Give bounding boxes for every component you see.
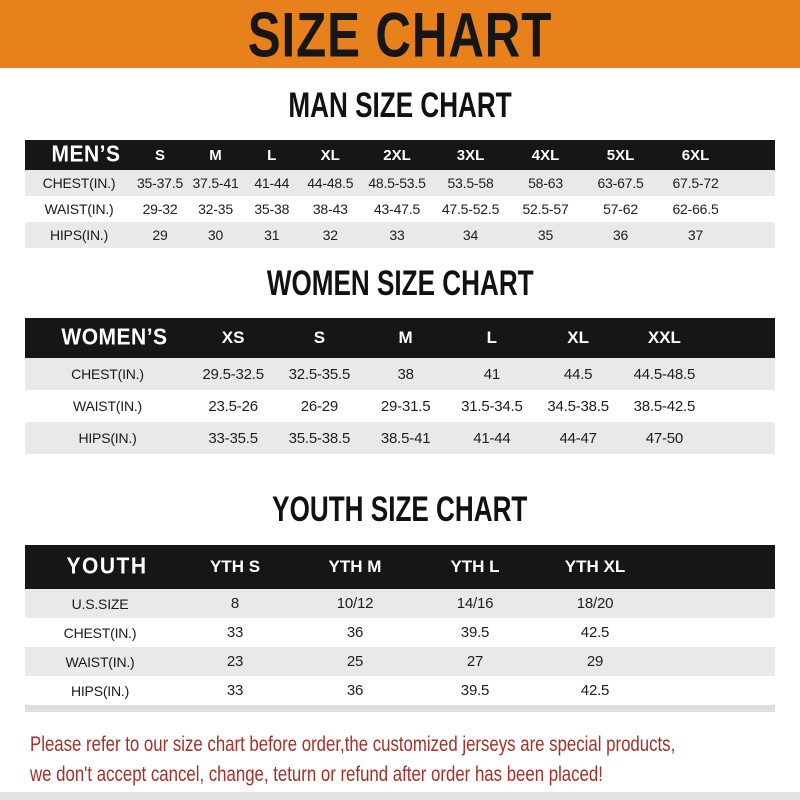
row-label: CHEST(IN.)	[71, 366, 144, 382]
size-cell: 42.5	[580, 624, 610, 641]
size-cell: 38.5-41	[380, 429, 431, 447]
spacer-cell	[708, 390, 776, 422]
youth-size-table	[25, 545, 775, 705]
size-cell: 47-50	[645, 429, 684, 447]
col-header: S	[154, 146, 165, 164]
women-size-chart-section	[0, 266, 800, 454]
table-row	[25, 618, 775, 647]
size-cell: 44-48.5	[307, 175, 354, 191]
size-cell: 39.5	[460, 682, 490, 699]
table-row	[25, 196, 775, 222]
col-header: 3XL	[456, 146, 485, 164]
spacer-cell	[655, 545, 775, 589]
size-cell: 37	[687, 227, 704, 243]
spacer-cell	[655, 676, 775, 705]
spacer-cell	[655, 647, 775, 676]
disclaimer	[30, 730, 800, 790]
col-header: 5XL	[606, 146, 635, 164]
col-header: YTH L	[450, 557, 500, 576]
col-header: S	[313, 328, 326, 347]
size-cell: 41-44	[254, 175, 290, 191]
size-cell: 33	[389, 227, 405, 243]
men-header-label-cell	[25, 140, 133, 170]
size-cell: 43-47.5	[373, 201, 421, 217]
col-header: M	[398, 328, 413, 347]
table-row	[25, 358, 775, 390]
col-header: 6XL	[681, 146, 710, 164]
size-cell: 35.5-38.5	[288, 429, 351, 447]
spacer-cell	[733, 222, 775, 248]
size-cell: 53.5-58	[447, 175, 494, 191]
size-cell: 29-32	[142, 201, 178, 217]
table-row	[25, 222, 775, 248]
size-cell: 62-66.5	[672, 201, 719, 217]
men-header-row	[25, 140, 775, 170]
table-row	[25, 170, 775, 196]
size-cell: 47.5-52.5	[441, 201, 500, 217]
table-row	[25, 390, 775, 422]
size-cell: 32	[322, 227, 338, 243]
size-cell: 18/20	[576, 595, 614, 612]
spacer-cell	[655, 589, 775, 618]
size-cell: 44.5	[563, 365, 593, 383]
size-cell: 38-43	[312, 201, 348, 217]
disclaimer-line-1: Please refer to our size chart before order,the customized jerseys are special products,	[30, 733, 676, 756]
size-cell: 34	[462, 227, 479, 243]
size-cell: 29	[152, 227, 168, 243]
size-cell: 35-38	[254, 201, 290, 217]
women-header-label-cell	[25, 318, 190, 358]
spacer-cell	[708, 358, 776, 390]
size-cell: 33	[226, 624, 244, 641]
size-cell: 33	[226, 682, 244, 699]
women-section-title	[0, 266, 800, 302]
row-label: U.S.SIZE	[71, 595, 129, 612]
youth-size-chart-section	[0, 492, 800, 712]
women-header-label: WOMEN’S	[61, 325, 168, 350]
size-cell: 32.5-35.5	[288, 365, 351, 383]
men-size-table	[25, 140, 775, 248]
size-cell: 23.5-26	[208, 397, 258, 415]
table-bottom-divider	[25, 705, 775, 712]
size-cell: 29.5-32.5	[202, 365, 264, 383]
col-header: YTH M	[328, 557, 382, 576]
size-cell: 36	[346, 682, 364, 699]
size-cell: 35	[537, 227, 554, 243]
men-header-label: MEN’S	[51, 142, 121, 167]
man-size-chart-section	[0, 88, 800, 248]
col-header: XXL	[647, 328, 681, 347]
size-cell: 44.5-48.5	[633, 365, 696, 383]
size-cell: 10/12	[336, 595, 374, 612]
size-cell: 27	[466, 653, 484, 670]
table-row	[25, 647, 775, 676]
size-cell: 38	[397, 365, 414, 383]
women-header-row	[25, 318, 775, 358]
size-cell: 32-35	[198, 201, 233, 217]
size-cell: 30	[207, 227, 224, 243]
col-header: XL	[567, 328, 589, 347]
spacer-cell	[708, 422, 776, 454]
size-cell: 42.5	[580, 682, 610, 699]
spacer-cell	[733, 196, 775, 222]
spacer-cell	[733, 170, 775, 196]
man-section-title-text: MAN SIZE CHART	[288, 86, 512, 126]
spacer-cell	[733, 140, 775, 170]
banner	[0, 0, 800, 68]
size-cell: 37.5-41	[192, 175, 239, 191]
row-label: HIPS(IN.)	[49, 227, 109, 243]
row-label: HIPS(IN.)	[78, 430, 137, 446]
size-cell: 29-31.5	[380, 397, 431, 415]
col-header: XS	[221, 328, 245, 347]
banner-title: SIZE CHART	[247, 0, 553, 70]
size-cell: 63-67.5	[597, 175, 644, 191]
youth-header-label: YOUTH	[66, 554, 148, 579]
row-label: WAIST(IN.)	[44, 201, 114, 217]
size-cell: 23	[226, 653, 244, 670]
row-label: CHEST(IN.)	[42, 175, 116, 191]
size-cell: 31.5-34.5	[461, 397, 523, 415]
col-header: 4XL	[531, 146, 560, 164]
size-cell: 34.5-38.5	[547, 397, 609, 415]
col-header: YTH XL	[564, 557, 626, 576]
size-cell: 41-44	[473, 429, 511, 447]
spacer-cell	[708, 318, 776, 358]
size-cell: 41	[483, 365, 501, 383]
col-header: XL	[320, 146, 340, 164]
youth-section-title	[0, 492, 800, 528]
size-cell: 36	[346, 624, 364, 641]
row-label: WAIST(IN.)	[72, 398, 143, 414]
bottom-edge-divider	[0, 792, 800, 800]
size-cell: 48.5-53.5	[368, 175, 426, 191]
col-header: L	[486, 328, 498, 347]
col-header: 2XL	[383, 146, 411, 164]
size-cell: 33-35.5	[208, 429, 258, 447]
table-row	[25, 589, 775, 618]
youth-header-row	[25, 545, 775, 589]
women-size-table	[25, 318, 775, 454]
disclaimer-line-2: we don't accept cancel, change, teturn or refund after order has been placed!	[30, 763, 603, 786]
size-cell: 8	[230, 595, 240, 612]
table-row	[25, 676, 775, 705]
size-cell: 26-29	[300, 397, 339, 415]
size-cell: 25	[346, 653, 364, 670]
size-cell: 14/16	[456, 595, 494, 612]
youth-header-label-cell	[25, 545, 175, 589]
size-cell: 58-63	[528, 175, 563, 191]
spacer-cell	[655, 618, 775, 647]
col-header: YTH S	[209, 557, 261, 576]
row-label: HIPS(IN.)	[70, 682, 130, 699]
size-cell: 29	[586, 653, 604, 670]
size-cell: 44-47	[559, 429, 597, 447]
man-section-title	[0, 88, 800, 124]
size-cell: 52.5-57	[522, 201, 569, 217]
size-cell: 39.5	[460, 624, 490, 641]
row-label: WAIST(IN.)	[65, 653, 135, 670]
size-cell: 31	[264, 227, 280, 243]
size-cell: 35-37.5	[136, 175, 184, 191]
women-section-title-text: WOMEN SIZE CHART	[266, 264, 534, 304]
youth-section-title-text: YOUTH SIZE CHART	[272, 490, 528, 530]
row-label: CHEST(IN.)	[63, 624, 137, 641]
size-cell: 57-62	[603, 201, 638, 217]
col-header: L	[267, 146, 277, 164]
size-cell: 36	[612, 227, 629, 243]
col-header: M	[209, 146, 222, 164]
table-row	[25, 422, 775, 454]
size-cell: 38.5-42.5	[633, 397, 696, 415]
size-cell: 67.5-72	[672, 175, 719, 191]
